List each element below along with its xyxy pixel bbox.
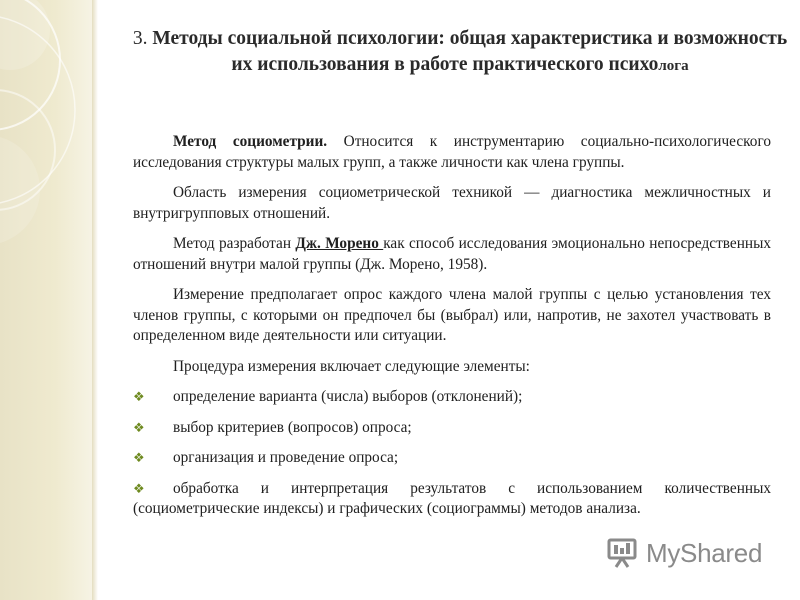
list-item — [133, 448, 771, 469]
slide-body — [133, 132, 771, 530]
paragraph-procedure: Процедура измерения включает следующие элементы: — [173, 357, 530, 375]
title-main: Методы социальной психологии: общая характеристика и возможность их использования в работе практического психо — [152, 28, 788, 75]
list-item-text: обработка и интерпретация результатов с использованием количественных (социометрические индексы) и графических (социограммы) методов анализа. — [133, 479, 771, 517]
list-item — [133, 479, 771, 520]
paragraph-author — [133, 234, 771, 275]
presentation-board-icon — [606, 536, 640, 570]
paragraph-text: как способ исследования эмоционально непосредственных отношений внутри малой группы (Дж. Морено, 1958). — [133, 235, 771, 273]
paragraph-text: Относится к инструментарию социально-психологического исследования структуры малых групп, а также личности как члена группы. — [133, 133, 771, 171]
list-item-text: организация и проведение опроса; — [173, 449, 399, 466]
slide-title — [120, 26, 800, 79]
decorative-sidebar — [0, 0, 92, 600]
diamond-bullet-icon: ❖ — [133, 480, 145, 496]
sidebar-circles-decoration — [0, 0, 92, 600]
title-tail: лога — [658, 58, 689, 74]
title-number: 3. — [132, 28, 153, 49]
diamond-bullet-icon: ❖ — [133, 389, 145, 404]
paragraph-text: Метод разработан — [173, 235, 296, 252]
list-item — [133, 387, 771, 408]
myshared-watermark — [606, 535, 776, 571]
paragraph-measurement-area: Область измерения социометрической техникой — диагностика межличностных и внутригрупповых отношений. — [133, 184, 771, 222]
bullet-list — [133, 387, 771, 520]
paragraph-lead: Метод социометрии. — [173, 133, 328, 150]
watermark-text: MyShared — [646, 537, 763, 568]
paragraph-survey: Измерение предполагает опрос каждого члена малой группы с целью установления тех членов группы, с которыми он предпочел бы (выбрал) или, напротив, не захотел участвовать в определенном виде деятельности или ситуации. — [133, 286, 771, 344]
list-item — [133, 418, 771, 439]
list-item-text: определение варианта (числа) выборов (отклонений); — [173, 388, 523, 405]
sidebar-edge — [92, 0, 98, 600]
paragraph-sociometry — [133, 132, 771, 173]
author-name: Дж. Морено — [295, 235, 384, 252]
list-item-text: выбор критериев (вопросов) опроса; — [173, 418, 412, 436]
diamond-bullet-icon: ❖ — [133, 419, 145, 435]
diamond-bullet-icon: ❖ — [133, 450, 145, 465]
